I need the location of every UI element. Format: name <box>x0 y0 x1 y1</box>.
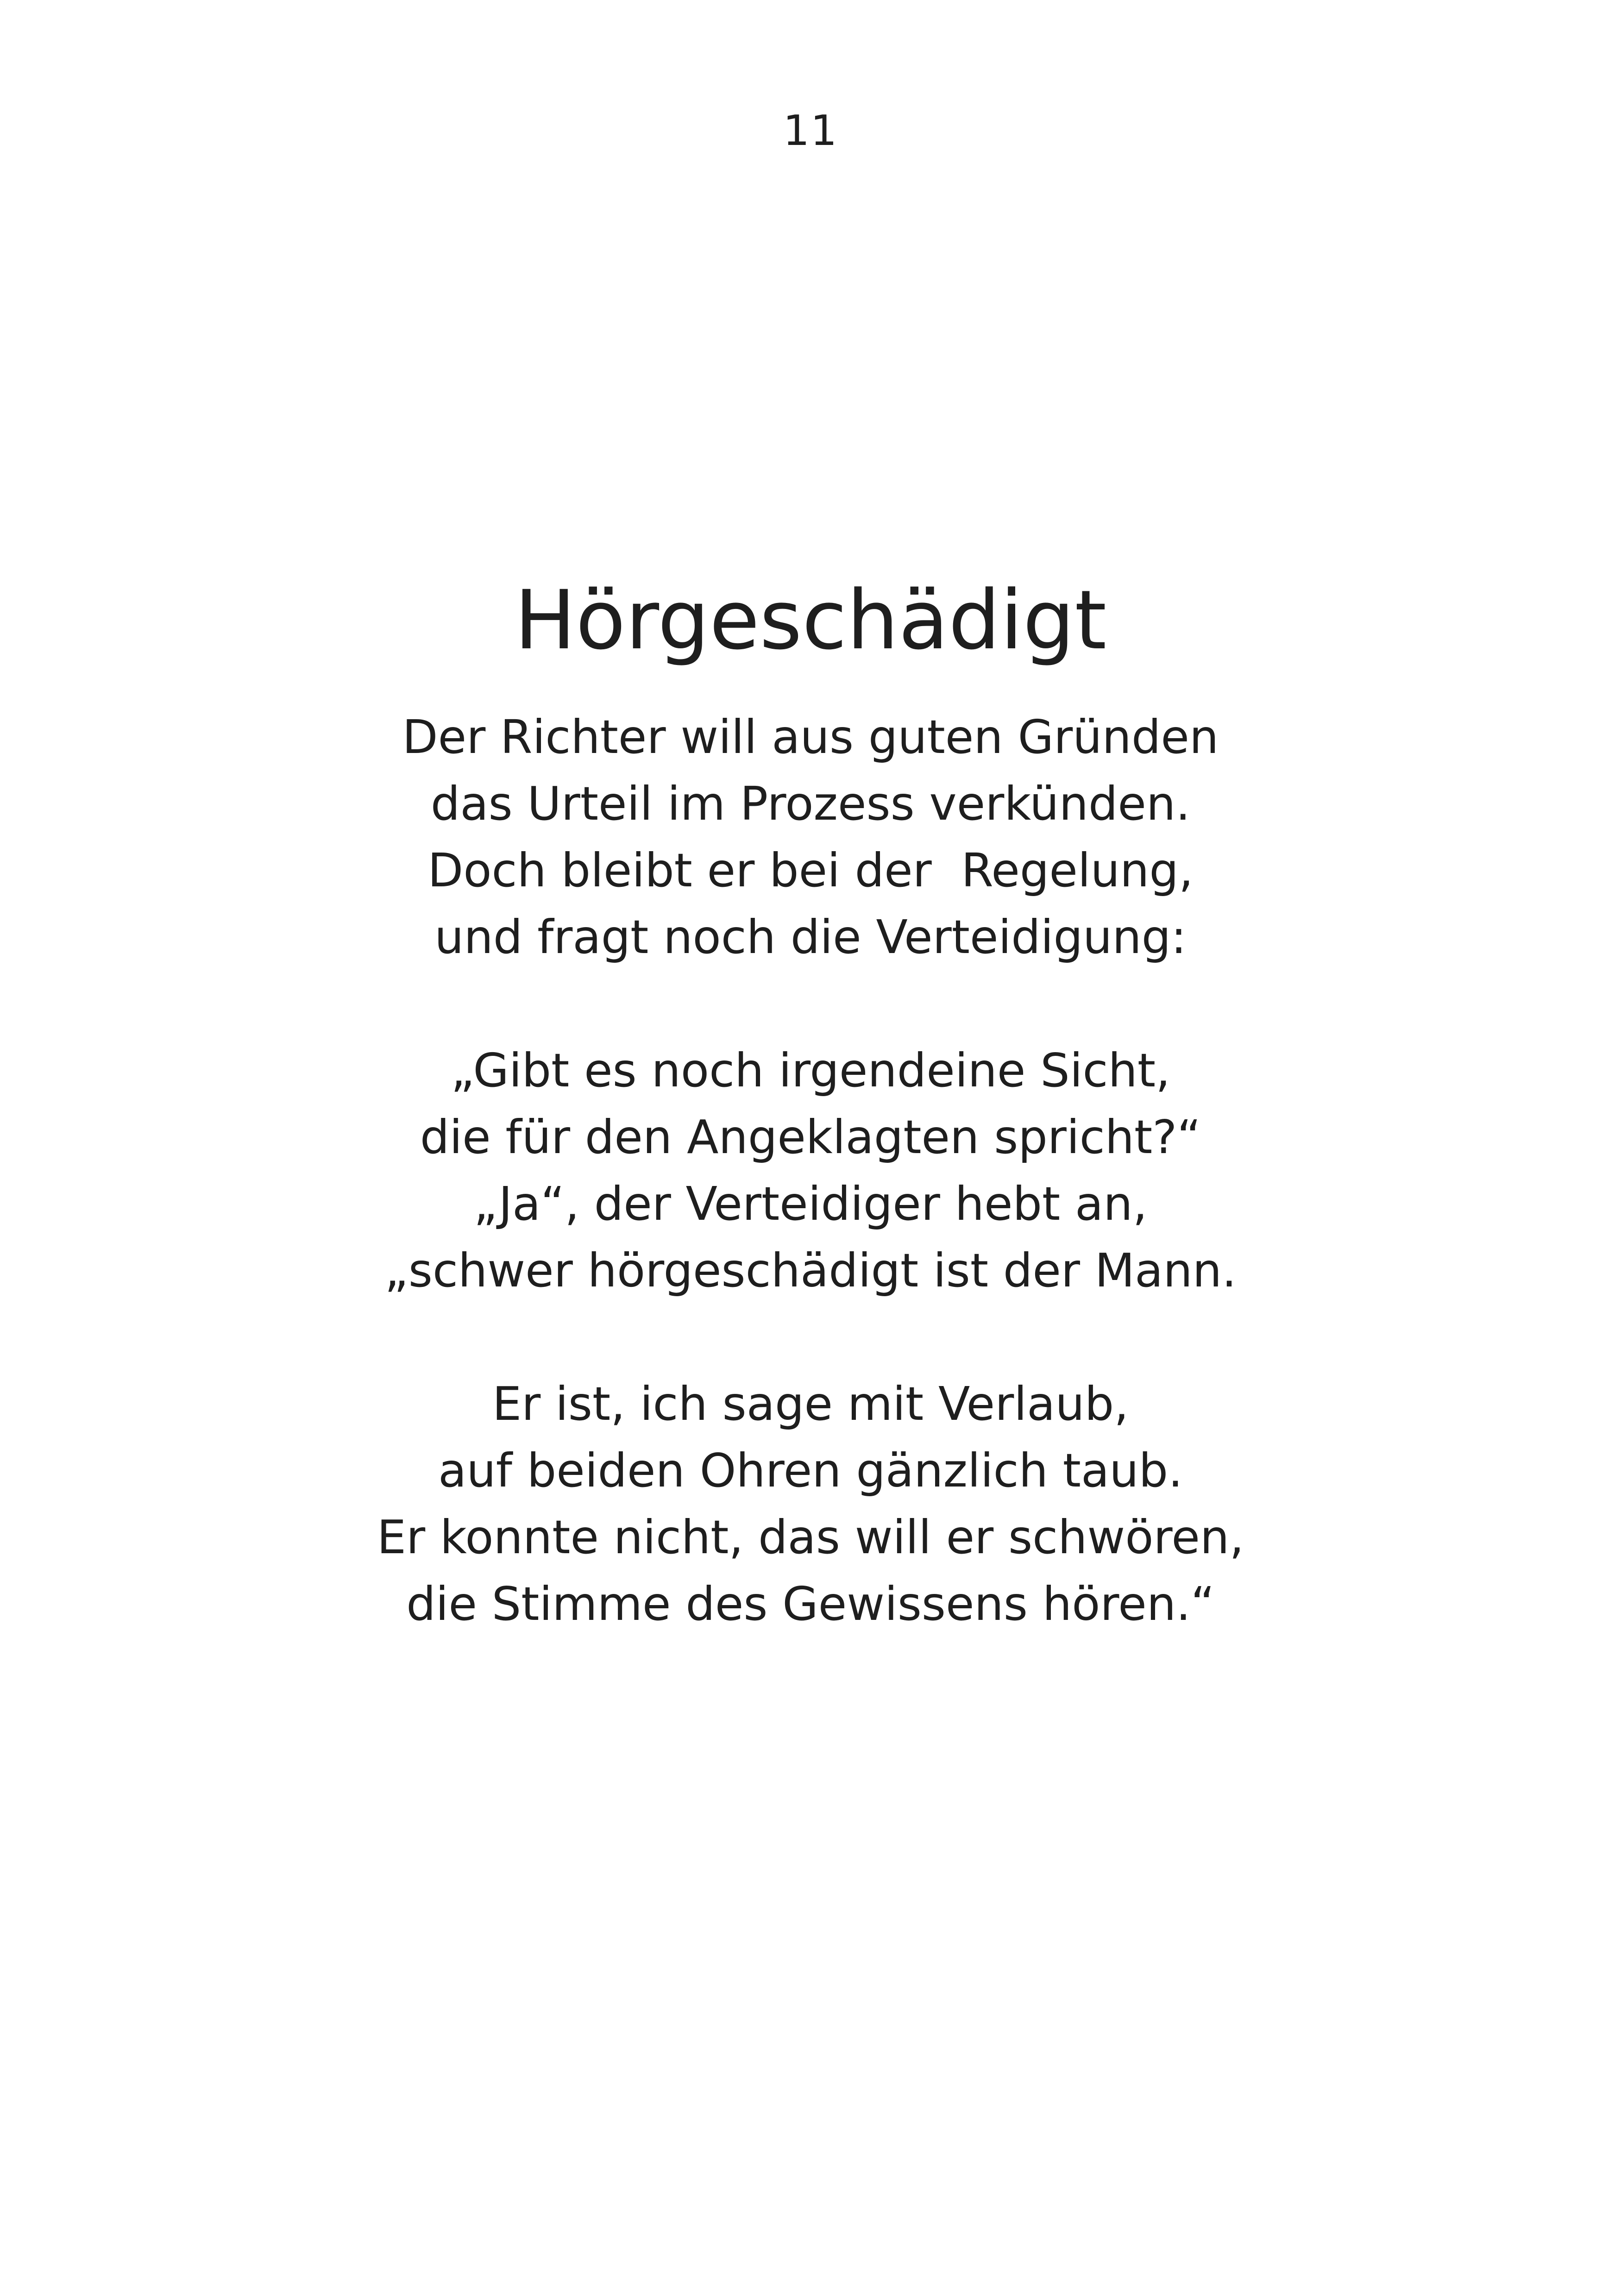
poem-line: und fragt noch die Verteidigung: <box>434 910 1187 964</box>
poem-body <box>0 704 1621 1704</box>
poem-title: Hörgeschädigt <box>514 573 1107 668</box>
page-number: 11 <box>783 107 838 155</box>
poem-line: „Gibt es noch irgendeine Sicht, <box>451 1043 1170 1098</box>
stanza-1 <box>0 704 1621 971</box>
poem-line: „Ja“, der Verteidiger hebt an, <box>473 1177 1148 1231</box>
poem-line: auf beiden Ohren gänzlich taub. <box>438 1443 1183 1498</box>
stanza-2 <box>0 1037 1621 1304</box>
poem-line: Der Richter will aus guten Gründen <box>402 710 1219 764</box>
stanza-3 <box>0 1371 1621 1637</box>
poem-line: Doch bleibt er bei der Regelung, <box>427 843 1194 897</box>
poem-line: Er konnte nicht, das will er schwören, <box>377 1510 1244 1564</box>
poem-line: die für den Angeklagten spricht?“ <box>420 1110 1201 1164</box>
poem-line: die Stimme des Gewissens hören.“ <box>406 1577 1215 1631</box>
poem-line: „schwer hörgeschädigt ist der Mann. <box>384 1243 1237 1298</box>
poem-line: Er ist, ich sage mit Verlaub, <box>492 1377 1129 1431</box>
poem-line: das Urteil im Prozess verkünden. <box>430 777 1191 831</box>
